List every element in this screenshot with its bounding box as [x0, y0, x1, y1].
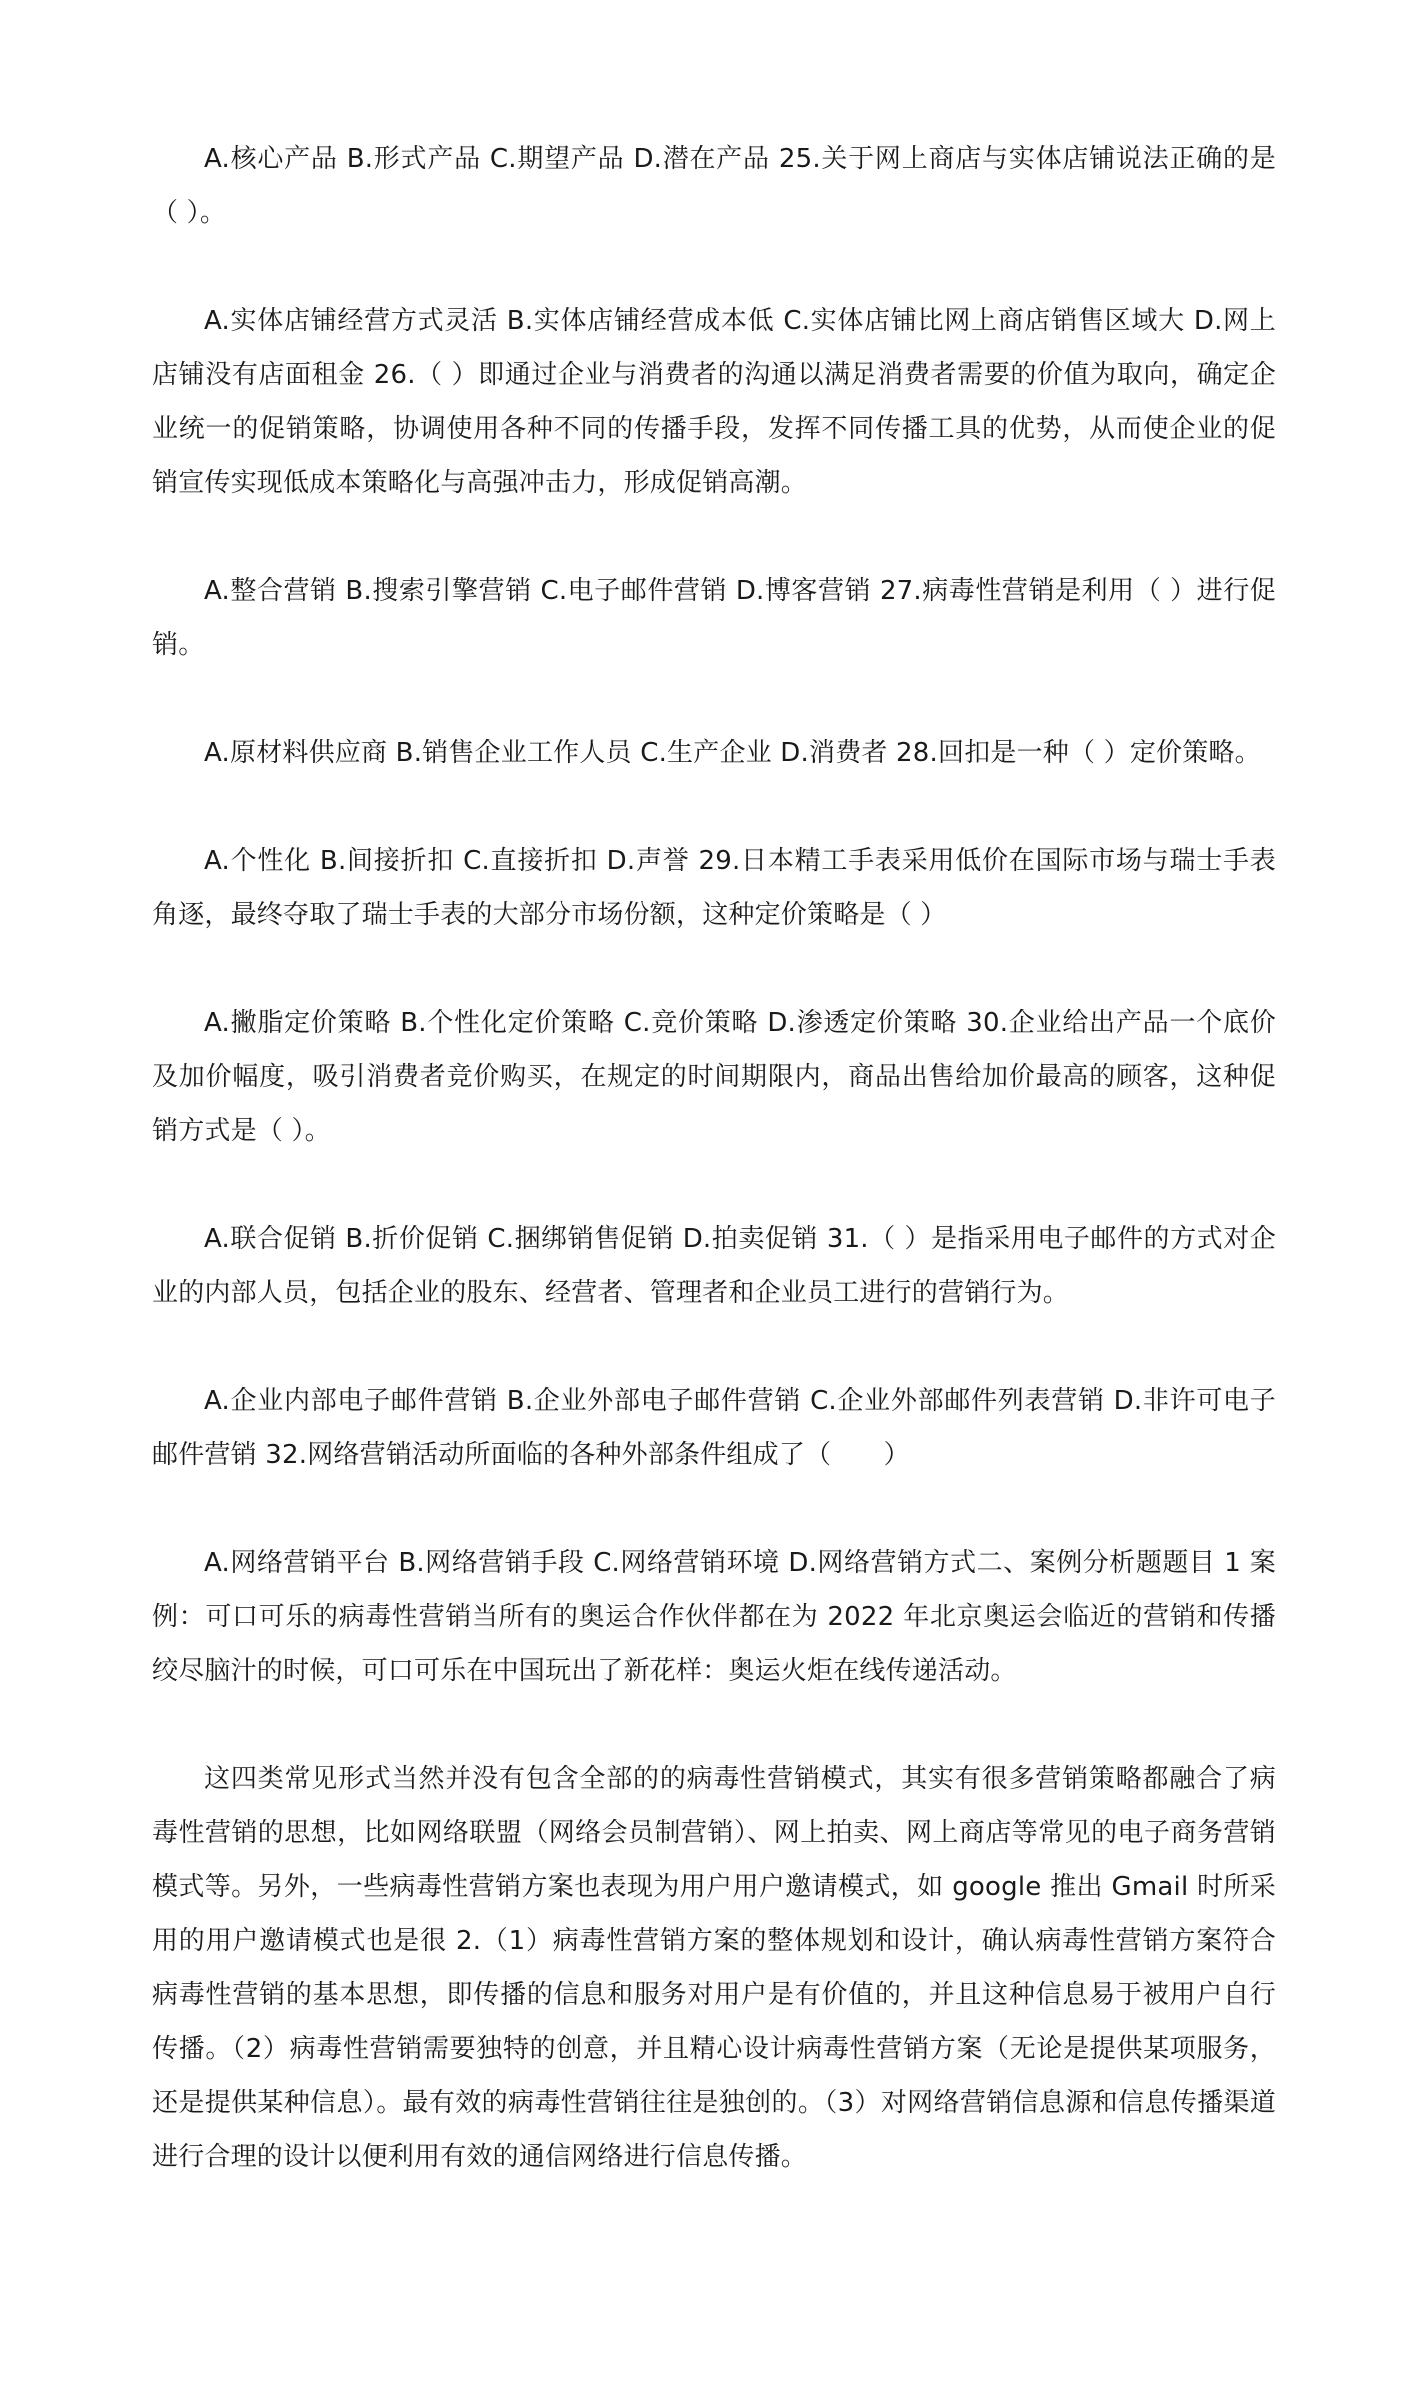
paragraph-q32-options-case-intro: A.网络营销平台 B.网络营销手段 C.网络营销环境 D.网络营销方式二、案例分析题题目 1 案例：可口可乐的病毒性营销当所有的奥运合作伙伴都在为 2022 年北京奥运会临近的营销和传播绞尽脑汁的时候，可口可乐在中国玩出了新花样：奥运火炬在线传递活动。 — [152, 1548, 1276, 1686]
paragraph-q31-options-q32: A.企业内部电子邮件营销 B.企业外部电子邮件营销 C.企业外部邮件列表营销 D.非许可电子邮件营销 32.网络营销活动所面临的各种外部条件组成了（ ） — [152, 1386, 1276, 1470]
paragraph-q26-options-q27: A.整合营销 B.搜索引擎营销 C.电子邮件营销 D.博客营销 27.病毒性营销是利用（ ）进行促销。 — [152, 576, 1276, 660]
paragraph-q27-options-q28: A.原材料供应商 B.销售企业工作人员 C.生产企业 D.消费者 28.回扣是一种（ ）定价策略。 — [204, 738, 1261, 768]
paragraph-q30-options-q31: A.联合促销 B.折价促销 C.捆绑销售促销 D.拍卖促销 31.（ ）是指采用电子邮件的方式对企业的内部人员，包括企业的股东、经营者、管理者和企业员工进行的营销行为。 — [152, 1224, 1276, 1308]
paragraph-q28-options-q29: A.个性化 B.间接折扣 C.直接折扣 D.声誉 29.日本精工手表采用低价在国际市场与瑞士手表角逐，最终夺取了瑞士手表的大部分市场份额，这种定价策略是（ ） — [152, 846, 1276, 930]
paragraph-case-analysis: 这四类常见形式当然并没有包含全部的的病毒性营销模式，其实有很多营销策略都融合了病毒性营销的思想，比如网络联盟（网络会员制营销）、网上拍卖、网上商店等常见的电子商务营销模式等。另外，一些病毒性营销方案也表现为用户用户邀请模式，如 google 推出 Gmail 时所采用的用户邀请模式也是很 2.（1）病毒性营销方案的整体规划和设计，确认病毒性营销方案符合病毒性营销的基本思想，即传播的信息和服务对用户是有价值的，并且这种信息易于被用户自行传播。（2）病毒性营销需要独特的创意，并且精心设计病毒性营销方案（无论是提供某项服务，还是提供某种信息）。最有效的病毒性营销往往是独创的。（3）对网络营销信息源和信息传播渠道进行合理的设计以便利用有效的通信网络进行信息传播。 — [152, 1764, 1276, 2172]
paragraph-q24-options-q25: A.核心产品 B.形式产品 C.期望产品 D.潜在产品 25.关于网上商店与实体店铺说法正确的是（ ）。 — [152, 144, 1276, 228]
paragraph-q25-options-q26: A.实体店铺经营方式灵活 B.实体店铺经营成本低 C.实体店铺比网上商店销售区域大 D.网上店铺没有店面租金 26.（ ）即通过企业与消费者的沟通以满足消费者需要的价值为取向，确定企业统一的促销策略，协调使用各种不同的传播手段，发挥不同传播工具的优势，从而使企业的促销宣传实现低成本策略化与高强冲击力，形成促销高潮。 — [152, 306, 1276, 498]
paragraph-q29-options-q30: A.撇脂定价策略 B.个性化定价策略 C.竞价策略 D.渗透定价策略 30.企业给出产品一个底价及加价幅度，吸引消费者竞价购买，在规定的时间期限内，商品出售给加价最高的顾客，这种促销方式是（ ）。 — [152, 1008, 1276, 1146]
